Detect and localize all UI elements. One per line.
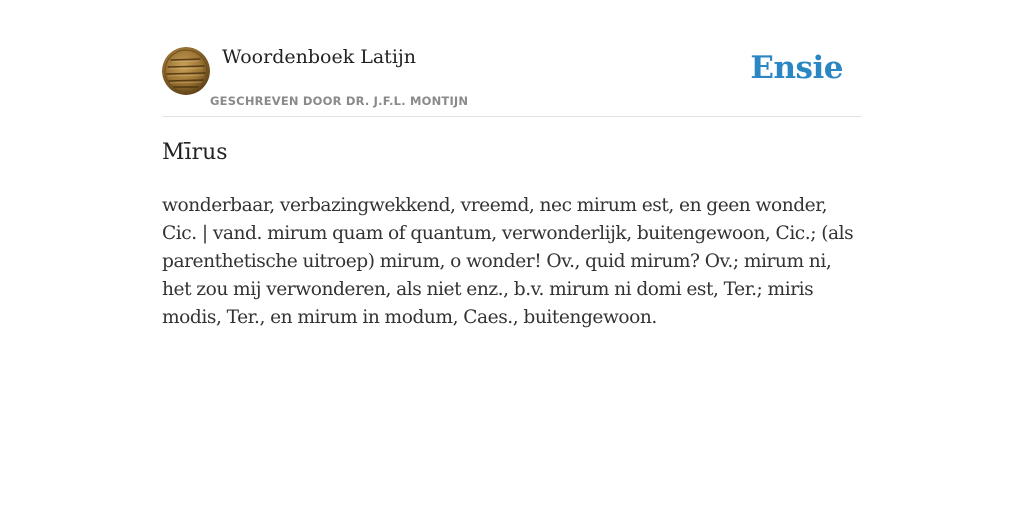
book-header xyxy=(162,46,862,117)
entry-definition: wonderbaar, verbazingwekkend, vreemd, nec mirum est, en geen wonder, Cic. | vand. mirum quam of quantum, verwonderlijk, buitengewoon, Cic.; (als parenthetische uitroep) mirum, o wonder! Ov., quid mirum? Ov.; mirum ni, het zou mij verwonderen, als niet enz., b.v. mirum ni domi est, Ter.; miris modis, Ter., en mirum in modum, Caes., buitengewoon. xyxy=(162,195,854,328)
latin-inscription-coin-icon[interactable] xyxy=(162,47,210,95)
author-line[interactable]: GESCHREVEN DOOR DR. J.F.L. MONTIJN xyxy=(210,94,469,108)
book-title[interactable]: Woordenboek Latijn xyxy=(222,46,417,68)
entry-headword: Mīrus xyxy=(162,140,228,165)
ensie-logo[interactable]: Ensie xyxy=(750,50,843,86)
